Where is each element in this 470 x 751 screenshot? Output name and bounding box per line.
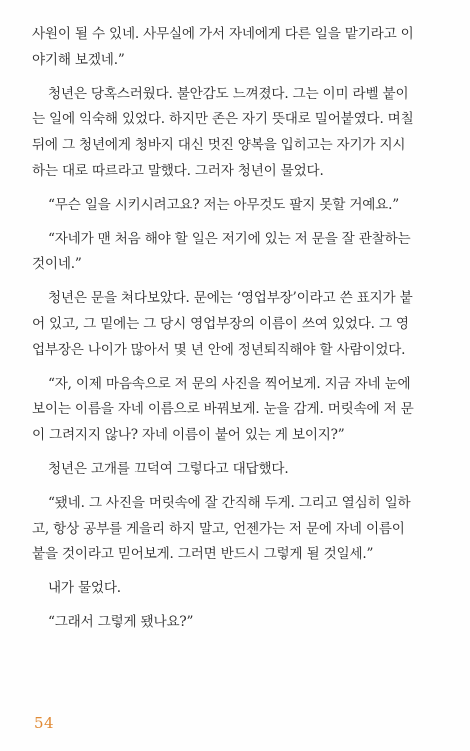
paragraph: [32, 457, 444, 483]
paragraph: [32, 82, 444, 185]
paragraph: [32, 286, 444, 363]
text-line: 붙을 것이라고 믿어보게. 그러면 반드시 그렇게 될 것일세.”: [32, 546, 374, 563]
text-line: 하는 대로 따르라고 말했다. 그러자 청년이 물었다.: [32, 162, 324, 179]
text-line: “됐네. 그 사진을 머릿속에 잘 간직해 두게. 그리고 열심히 일하: [48, 494, 411, 511]
paragraph: [32, 193, 444, 219]
body-text: [32, 22, 444, 644]
paragraph: [32, 610, 444, 636]
text-line: 청년은 문을 쳐다보았다. 문에는 ‘영업부장’이라고 쓴 표지가 붙: [48, 290, 413, 307]
text-line: 사원이 될 수 있네. 사무실에 가서 자네에게 다른 일을 맡기라고 이: [32, 26, 414, 42]
text-line: 고, 항상 공부를 게을리 하지 말고, 언젠가는 저 문에 자네 이름이: [32, 520, 405, 537]
text-line: 업부장은 나이가 많아서 몇 년 안에 정년퇴직해야 할 사람이었다.: [32, 341, 406, 358]
text-line: 는 일에 익숙해 있었다. 하지만 존은 자기 뜻대로 밀어붙였다. 며칠: [32, 111, 414, 128]
text-line: 뒤에 그 청년에게 청바지 대신 멋진 양복을 입히고는 자기가 지시: [32, 137, 406, 154]
text-line: 청년은 고개를 끄덕여 그렇다고 대답했다.: [48, 460, 289, 477]
paragraph: [32, 22, 444, 74]
text-line: “무슨 일을 시키시려고요? 저는 아무것도 팔지 못할 거예요.”: [48, 196, 399, 213]
text-line: “자네가 맨 처음 해야 할 일은 저기에 있는 저 문을 잘 관찰하는: [48, 230, 411, 247]
text-line: 보이는 이름을 자네 이름으로 바꿔보게. 눈을 감게. 머릿속에 저 문: [32, 401, 414, 418]
text-line: 야기해 보겠네.”: [32, 51, 125, 68]
text-line: 이 그려지지 않나? 자네 이름이 붙어 있는 게 보이지?”: [32, 427, 345, 444]
paragraph: [32, 576, 444, 602]
text-line: 것이네.”: [32, 256, 82, 273]
paragraph: [32, 372, 444, 449]
text-line: 내가 물었다.: [48, 580, 121, 597]
text-line: “자, 이제 마음속으로 저 문의 사진을 찍어보게. 지금 자네 눈에: [48, 375, 411, 392]
text-line: 청년은 당혹스러웠다. 불안감도 느껴졌다. 그는 이미 라벨 붙이: [48, 85, 409, 102]
text-line: “그래서 그렇게 됐나요?”: [48, 613, 194, 630]
paragraph: [32, 491, 444, 568]
page-number: 54: [34, 714, 55, 732]
paragraph: [32, 227, 444, 279]
text-line: 어 있고, 그 밑에는 그 당시 영업부장의 이름이 쓰여 있었다. 그 영: [32, 315, 409, 332]
